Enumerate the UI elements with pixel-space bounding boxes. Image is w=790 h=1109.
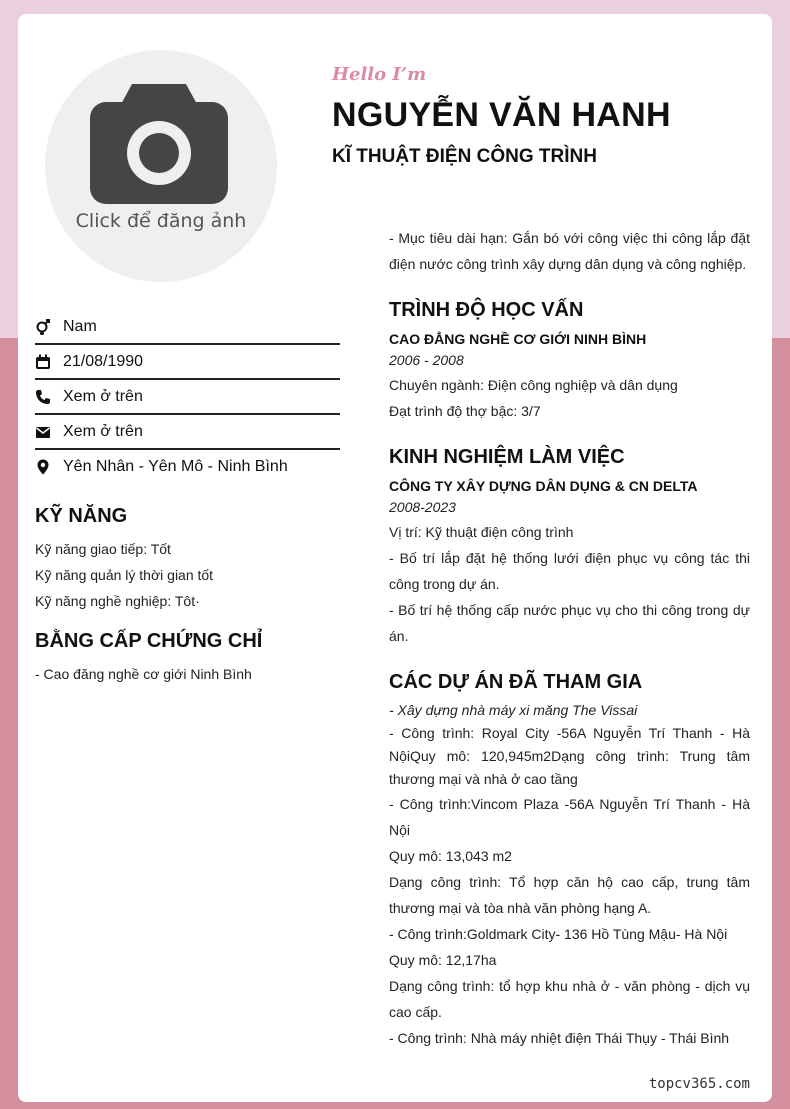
- avatar-caption: Click để đăng ảnh: [75, 210, 247, 232]
- phone-icon: [35, 389, 51, 405]
- certificates-title: BẰNG CẤP CHỨNG CHỈ: [35, 630, 263, 652]
- project-item: - Công trình: Royal City -56A Nguyễn Trí Thanh - Hà NộiQuy mô: 120,945m2Dạng công trình: Trung tâm thương mại và nhà ở cao tầng: [389, 725, 750, 787]
- contact-email-text: Xem ở trên: [63, 422, 143, 440]
- contact-gender-text: Nam: [63, 317, 97, 335]
- email-icon: [35, 424, 51, 440]
- project-line: Quy mô: 12,17ha: [389, 952, 497, 968]
- location-icon: [35, 459, 51, 475]
- contact-gender: [35, 310, 340, 345]
- education-line: Chuyên ngành: Điện công nghiệp và dân dụng: [389, 377, 678, 393]
- projects-title: CÁC DỰ ÁN ĐÃ THAM GIA: [389, 671, 643, 693]
- contact-address-text: Yên Nhân - Yên Mô - Ninh Bình: [63, 457, 288, 475]
- skill-item: Kỹ năng giao tiếp: Tốt: [35, 541, 171, 557]
- skill-item: Kỹ năng nghề nghiệp: Tôt·: [35, 593, 200, 609]
- education-line: Đạt trình độ thợ bậc: 3/7: [389, 403, 541, 419]
- project-line: - Công trình: Nhà máy nhiệt điện Thái Thụy - Thái Bình: [389, 1030, 730, 1046]
- gender-icon: [35, 319, 51, 335]
- contact-phone: [35, 380, 340, 415]
- experience-section: [389, 446, 750, 649]
- job-title: KĨ THUẬT ĐIỆN CÔNG TRÌNH: [332, 146, 597, 167]
- project-line: - Công trình:Goldmark City- 136 Hồ Tùng Mậu- Hà Nội: [389, 926, 728, 942]
- camera-icon: [90, 84, 230, 204]
- contact-address: [35, 450, 340, 483]
- contact-list: [35, 310, 340, 483]
- contact-phone-text: Xem ở trên: [63, 387, 143, 405]
- contact-birthday: [35, 345, 340, 380]
- avatar-upload[interactable]: [45, 50, 277, 282]
- project-line: - Công trình:Vincom Plaza -56A Nguyễn Trí Thanh - Hà Nội: [389, 796, 750, 838]
- skills-section: [35, 505, 345, 614]
- school-name: CAO ĐẲNG NGHỀ CƠ GIỚI NINH BÌNH: [389, 331, 647, 347]
- skill-item: Kỹ năng quản lý thời gian tốt: [35, 567, 214, 583]
- experience-period: 2008-2023: [389, 499, 456, 515]
- company-name: CÔNG TY XÂY DỰNG DÂN DỤNG & CN DELTA: [389, 478, 698, 494]
- skills-title: KỸ NĂNG: [35, 505, 128, 527]
- hello-text: Hello I’m: [332, 64, 427, 85]
- career-objective: - Mục tiêu dài hạn: Gắn bó với công việc thi công lắp đặt điện nước công trình xây dựng dân dụng và công nghiệp.: [389, 230, 750, 272]
- cv-page: [18, 14, 772, 1102]
- project-line: Dạng công trình: Tổ hợp căn hộ cao cấp, trung tâm thương mại và tòa nhà văn phòng hạng A.: [389, 874, 750, 916]
- experience-line: - Bố trí lắp đặt hệ thống lưới điện phục vụ công tác thi công trong dự án.: [389, 550, 750, 592]
- certificate-item: - Cao đăng nghề cơ giới Ninh Bình: [35, 666, 252, 682]
- calendar-icon: [35, 354, 51, 370]
- candidate-name: NGUYỄN VĂN HANH: [332, 96, 671, 134]
- project-line: Dạng công trình: tổ hợp khu nhà ở - văn phòng - dịch vụ cao cấp.: [389, 978, 750, 1020]
- contact-email: [35, 415, 340, 450]
- projects-section: [389, 671, 750, 1051]
- experience-line: - Bố trí hệ thống cấp nước phục vụ cho thi công trong dự án.: [389, 602, 750, 644]
- certificates-section: [35, 630, 345, 687]
- project-item: - Xây dựng nhà máy xi măng The Vissai: [389, 702, 638, 718]
- experience-line: Vị trí: Kỹ thuật điện công trình: [389, 524, 574, 540]
- contact-birthday-text: 21/08/1990: [63, 352, 144, 370]
- education-title: TRÌNH ĐỘ HỌC VẤN: [389, 299, 584, 321]
- right-column: [389, 225, 750, 1051]
- education-section: [389, 299, 750, 424]
- site-watermark: topcv365.com: [648, 1076, 750, 1092]
- education-period: 2006 - 2008: [389, 352, 464, 368]
- project-line: Quy mô: 13,043 m2: [389, 848, 512, 864]
- experience-title: KINH NGHIỆM LÀM VIỆC: [389, 446, 625, 468]
